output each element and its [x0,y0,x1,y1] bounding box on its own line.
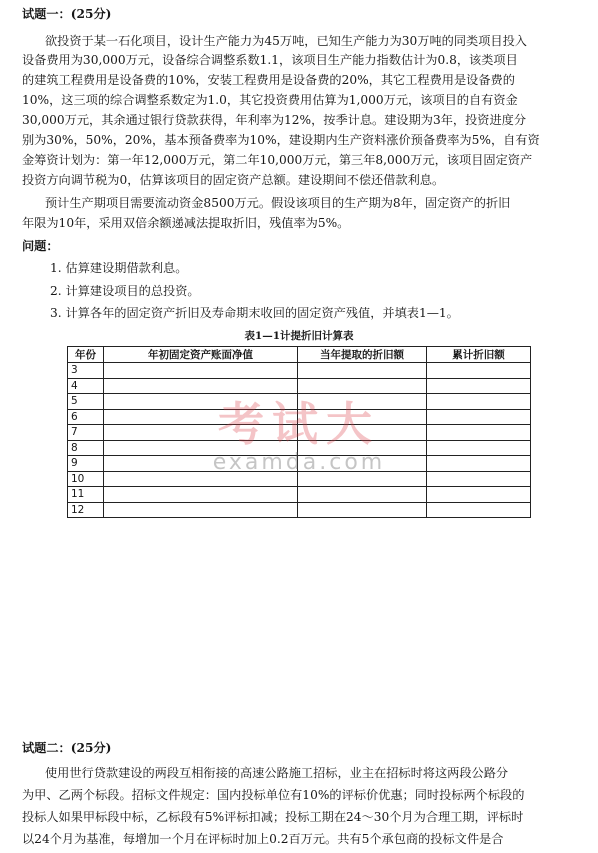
empty-cell[interactable] [298,363,427,379]
q1-para1-line: 10%，这三项的综合调整系数定为1.0，其它投资费用估算为1,000万元，该项目的自有资金 [22,93,518,107]
empty-cell[interactable] [104,487,298,503]
empty-cell[interactable] [104,378,298,394]
table-header-row [68,347,531,363]
q1-question-1: 1. 估算建设期借款利息。 [50,261,188,275]
q1-para1-line: 金筹资计划为：第一年12,000万元，第二年10,000万元，第三年8,000万元，该项目固定资产 [22,153,533,167]
year-cell: 12 [68,502,104,518]
empty-cell[interactable] [298,425,427,441]
empty-cell[interactable] [427,394,531,410]
q1-para2-line: 年限为10年，采用双倍余额递减法提取折旧，残值率为5%。 [22,216,350,230]
year-cell: 7 [68,425,104,441]
empty-cell[interactable] [427,425,531,441]
table-row [68,363,531,379]
q1-para1-line: 欲投资于某一石化项目，设计生产能力为45万吨，已知生产能力为30万吨的同类项目投入 [45,34,527,48]
watermark-logo: 考试大 [218,397,380,451]
header-book-value: 年初固定资产账面净值 [104,347,298,363]
q2-para1-line: 投标人如果甲标段中标，乙标段有5%评标扣减；投标工期在24～30个月为合理工期，评标时 [22,810,524,824]
empty-cell[interactable] [104,471,298,487]
year-cell: 5 [68,394,104,410]
empty-cell[interactable] [427,471,531,487]
empty-cell[interactable] [298,394,427,410]
watermark-url: examda.com [212,450,386,475]
empty-cell[interactable] [298,440,427,456]
empty-cell[interactable] [427,409,531,425]
table-row [68,425,531,441]
q1-questions-title: 问题： [22,239,59,253]
empty-cell[interactable] [104,363,298,379]
q1-para1-line: 投资方向调节税为0，估算该项目的固定资产总额。建设期间不偿还借款利息。 [22,173,445,187]
table-row [68,487,531,503]
q1-question-2: 2. 计算建设项目的总投资。 [50,284,200,298]
table-row [68,409,531,425]
table-row [68,394,531,410]
year-cell: 8 [68,440,104,456]
q2-para1-line: 为甲、乙两个标段。招标文件规定：国内投标单位有10%的评标价优惠；同时投标两个标段的 [22,788,525,802]
empty-cell[interactable] [298,502,427,518]
q1-para1-line: 别为30%，50%，20%，基本预备费率为10%，建设期内生产资料涨价预备费率为5%，自有资 [22,133,540,147]
year-cell: 11 [68,487,104,503]
empty-cell[interactable] [298,471,427,487]
q1-para1-line: 30,000万元，其余通过银行贷款获得，年利率为12%，按季计息。建设期为3年，投资进度分 [22,113,527,127]
empty-cell[interactable] [427,440,531,456]
empty-cell[interactable] [427,378,531,394]
empty-cell[interactable] [104,425,298,441]
depreciation-table [67,346,531,518]
year-cell: 3 [68,363,104,379]
q1-para1-line: 设备费用为30,000万元，设备综合调整系数1.1，该项目生产能力指数估计为0.8，该类项目 [22,53,518,67]
empty-cell[interactable] [427,456,531,472]
empty-cell[interactable] [104,502,298,518]
header-year: 年份 [68,347,104,363]
q2-para1-line: 以24个月为基准，每增加一个月在评标时加上0.2百万元。共有5个承包商的投标文件是合 [22,832,504,846]
year-cell: 4 [68,378,104,394]
q1-question-3: 3. 计算各年的固定资产折旧及寿命期末收回的固定资产残值，并填表1—1。 [50,306,459,320]
table-caption: 表1—1计提折旧计算表 [244,330,354,342]
empty-cell[interactable] [298,409,427,425]
empty-cell[interactable] [298,487,427,503]
table-row [68,471,531,487]
empty-cell[interactable] [427,502,531,518]
empty-cell[interactable] [427,363,531,379]
year-cell: 6 [68,409,104,425]
empty-cell[interactable] [104,456,298,472]
empty-cell[interactable] [104,409,298,425]
q1-para1-line: 的建筑工程费用是设备费的10%，安装工程费用是设备费的20%，其它工程费用是设备费的 [22,73,515,87]
empty-cell[interactable] [298,378,427,394]
q1-para2-line: 预计生产期项目需要流动资金8500万元。假设该项目的生产期为8年，固定资产的折旧 [45,196,511,210]
header-annual-depreciation: 当年提取的折旧额 [298,347,427,363]
q2-para1-line: 使用世行贷款建设的两段互相衔接的高速公路施工招标，业主在招标时将这两段公路分 [45,766,509,780]
table-row [68,440,531,456]
header-accumulated-depreciation: 累计折旧额 [427,347,531,363]
q2-title: 试题二：(25分) [22,741,112,755]
table-row [68,378,531,394]
year-cell: 10 [68,471,104,487]
table-row [68,502,531,518]
year-cell: 9 [68,456,104,472]
table-row [68,456,531,472]
empty-cell[interactable] [104,394,298,410]
empty-cell[interactable] [104,440,298,456]
empty-cell[interactable] [298,456,427,472]
empty-cell[interactable] [427,487,531,503]
q1-title: 试题一：(25分) [22,7,112,21]
